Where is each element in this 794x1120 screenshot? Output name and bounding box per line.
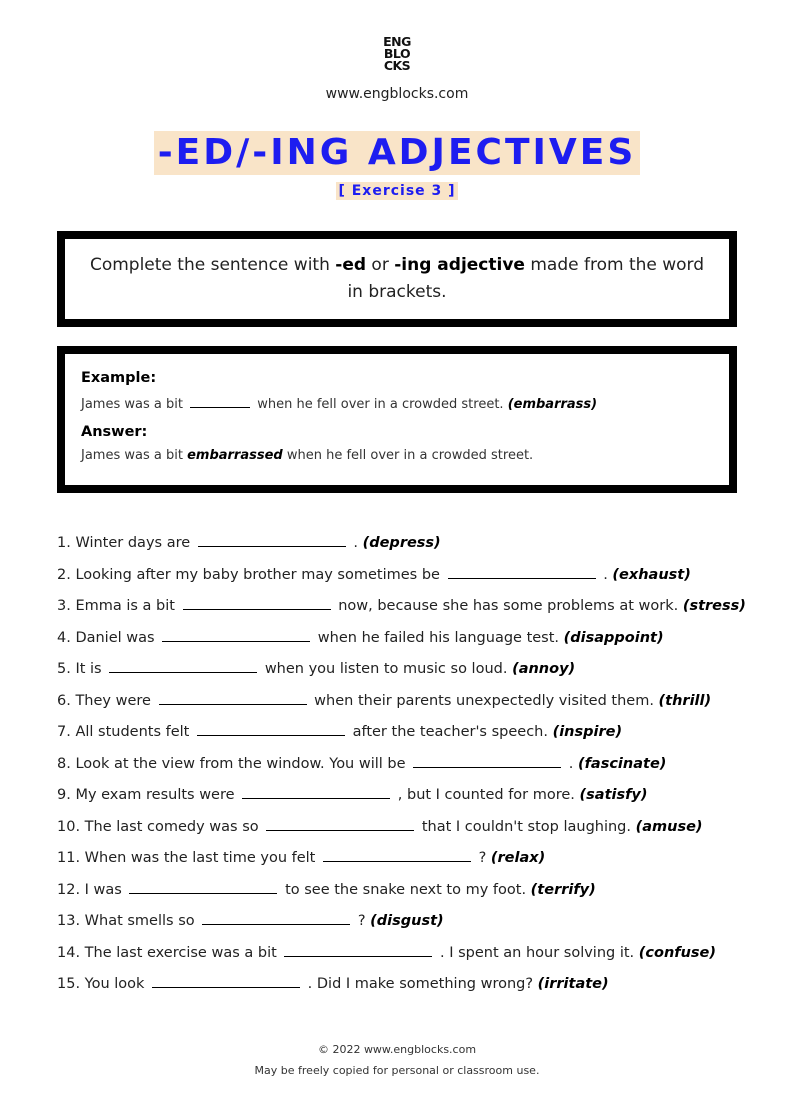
question-hint: (irritate) — [537, 976, 609, 992]
example-sentence: James was a bit when he fell over in a crowded street. (embarrass) — [81, 393, 713, 414]
question-item: 2. Looking after my baby brother may sometimes be . (exhaust) — [57, 562, 757, 594]
answer-blank[interactable] — [413, 751, 561, 768]
answer-blank[interactable] — [183, 593, 331, 610]
answer-blank[interactable] — [197, 719, 345, 736]
question-hint: (terrify) — [530, 881, 596, 898]
question-hint: (relax) — [490, 850, 546, 866]
answer-blank[interactable] — [448, 562, 596, 579]
answer-blank[interactable] — [129, 877, 277, 894]
example-blank — [190, 393, 250, 408]
answer-blank[interactable] — [266, 814, 414, 831]
question-item: 9. My exam results were , but I counted for more. (satisfy) — [57, 782, 757, 814]
instructions-box — [57, 231, 737, 327]
question-hint: (annoy) — [512, 661, 576, 677]
example-box — [57, 346, 737, 493]
instructions-ed: -ed — [335, 255, 367, 275]
answer-sentence: James was a bit embarrassed when he fell over in a crowded street. — [81, 448, 534, 463]
answer-blank[interactable] — [152, 971, 300, 988]
footer-license: May be freely copied for personal or classroom use. — [254, 1064, 540, 1077]
answer-blank[interactable] — [159, 688, 307, 705]
question-hint: (fascinate) — [577, 755, 667, 772]
question-item: 11. When was the last time you felt ? (relax) — [57, 845, 757, 877]
logo-line-1: ENG — [383, 34, 411, 49]
question-item: 8. Look at the view from the window. You will be . (fascinate) — [57, 751, 757, 783]
answer-word: embarrassed — [187, 448, 283, 463]
answer-blank[interactable] — [109, 656, 257, 673]
footer-copyright: © 2022 www.engblocks.com — [317, 1043, 477, 1056]
question-hint: (confuse) — [638, 944, 717, 961]
site-url: www.engblocks.com — [325, 86, 469, 102]
example-hint: (embarrass) — [507, 397, 598, 412]
question-hint: (amuse) — [635, 818, 703, 835]
question-item: 1. Winter days are . (depress) — [57, 530, 757, 562]
answer-blank[interactable] — [323, 845, 471, 862]
answer-blank[interactable] — [162, 625, 310, 642]
question-hint: (satisfy) — [579, 787, 648, 803]
answer-blank[interactable] — [198, 530, 346, 547]
question-item: 13. What smells so ? (disgust) — [57, 908, 757, 940]
answer-blank[interactable] — [242, 782, 390, 799]
logo-line-2: BLO — [383, 46, 411, 61]
page-title: -ED/-ING ADJECTIVES — [154, 131, 641, 175]
question-item: 7. All students felt after the teacher's speech. (inspire) — [57, 719, 757, 751]
logo-line-3: CKS — [383, 58, 411, 73]
question-item: 10. The last comedy was so that I couldn't stop laughing. (amuse) — [57, 814, 757, 846]
question-hint: (stress) — [682, 598, 746, 614]
question-hint: (thrill) — [658, 692, 712, 709]
engblocks-logo — [0, 36, 794, 72]
question-item: 4. Daniel was when he failed his language test. (disappoint) — [57, 625, 757, 657]
question-list — [57, 530, 757, 1003]
question-hint: (disappoint) — [563, 629, 664, 646]
question-hint: (exhaust) — [612, 566, 691, 583]
answer-label: Answer: — [81, 424, 148, 440]
question-item: 3. Emma is a bit now, because she has some problems at work. (stress) — [57, 593, 757, 625]
question-item: 14. The last exercise was a bit . I spent an hour solving it. (confuse) — [57, 940, 757, 972]
answer-blank[interactable] — [202, 908, 350, 925]
exercise-subtitle: [ Exercise 3 ] — [338, 183, 456, 199]
question-hint: (disgust) — [370, 913, 444, 929]
example-label: Example: — [81, 370, 157, 386]
question-item: 6. They were when their parents unexpectedly visited them. (thrill) — [57, 688, 757, 720]
question-item: 15. You look . Did I make something wrong? (irritate) — [57, 971, 757, 1003]
question-hint: (depress) — [362, 535, 441, 551]
question-item: 12. I was to see the snake next to my foot. (terrify) — [57, 877, 757, 909]
question-item: 5. It is when you listen to music so loud. (annoy) — [57, 656, 757, 688]
instructions-text: Complete the sentence with -ed or -ing adjective made from the word in brackets. — [89, 255, 705, 302]
answer-blank[interactable] — [284, 940, 432, 957]
question-hint: (inspire) — [552, 724, 623, 740]
instructions-ing: -ing adjective — [394, 255, 525, 275]
